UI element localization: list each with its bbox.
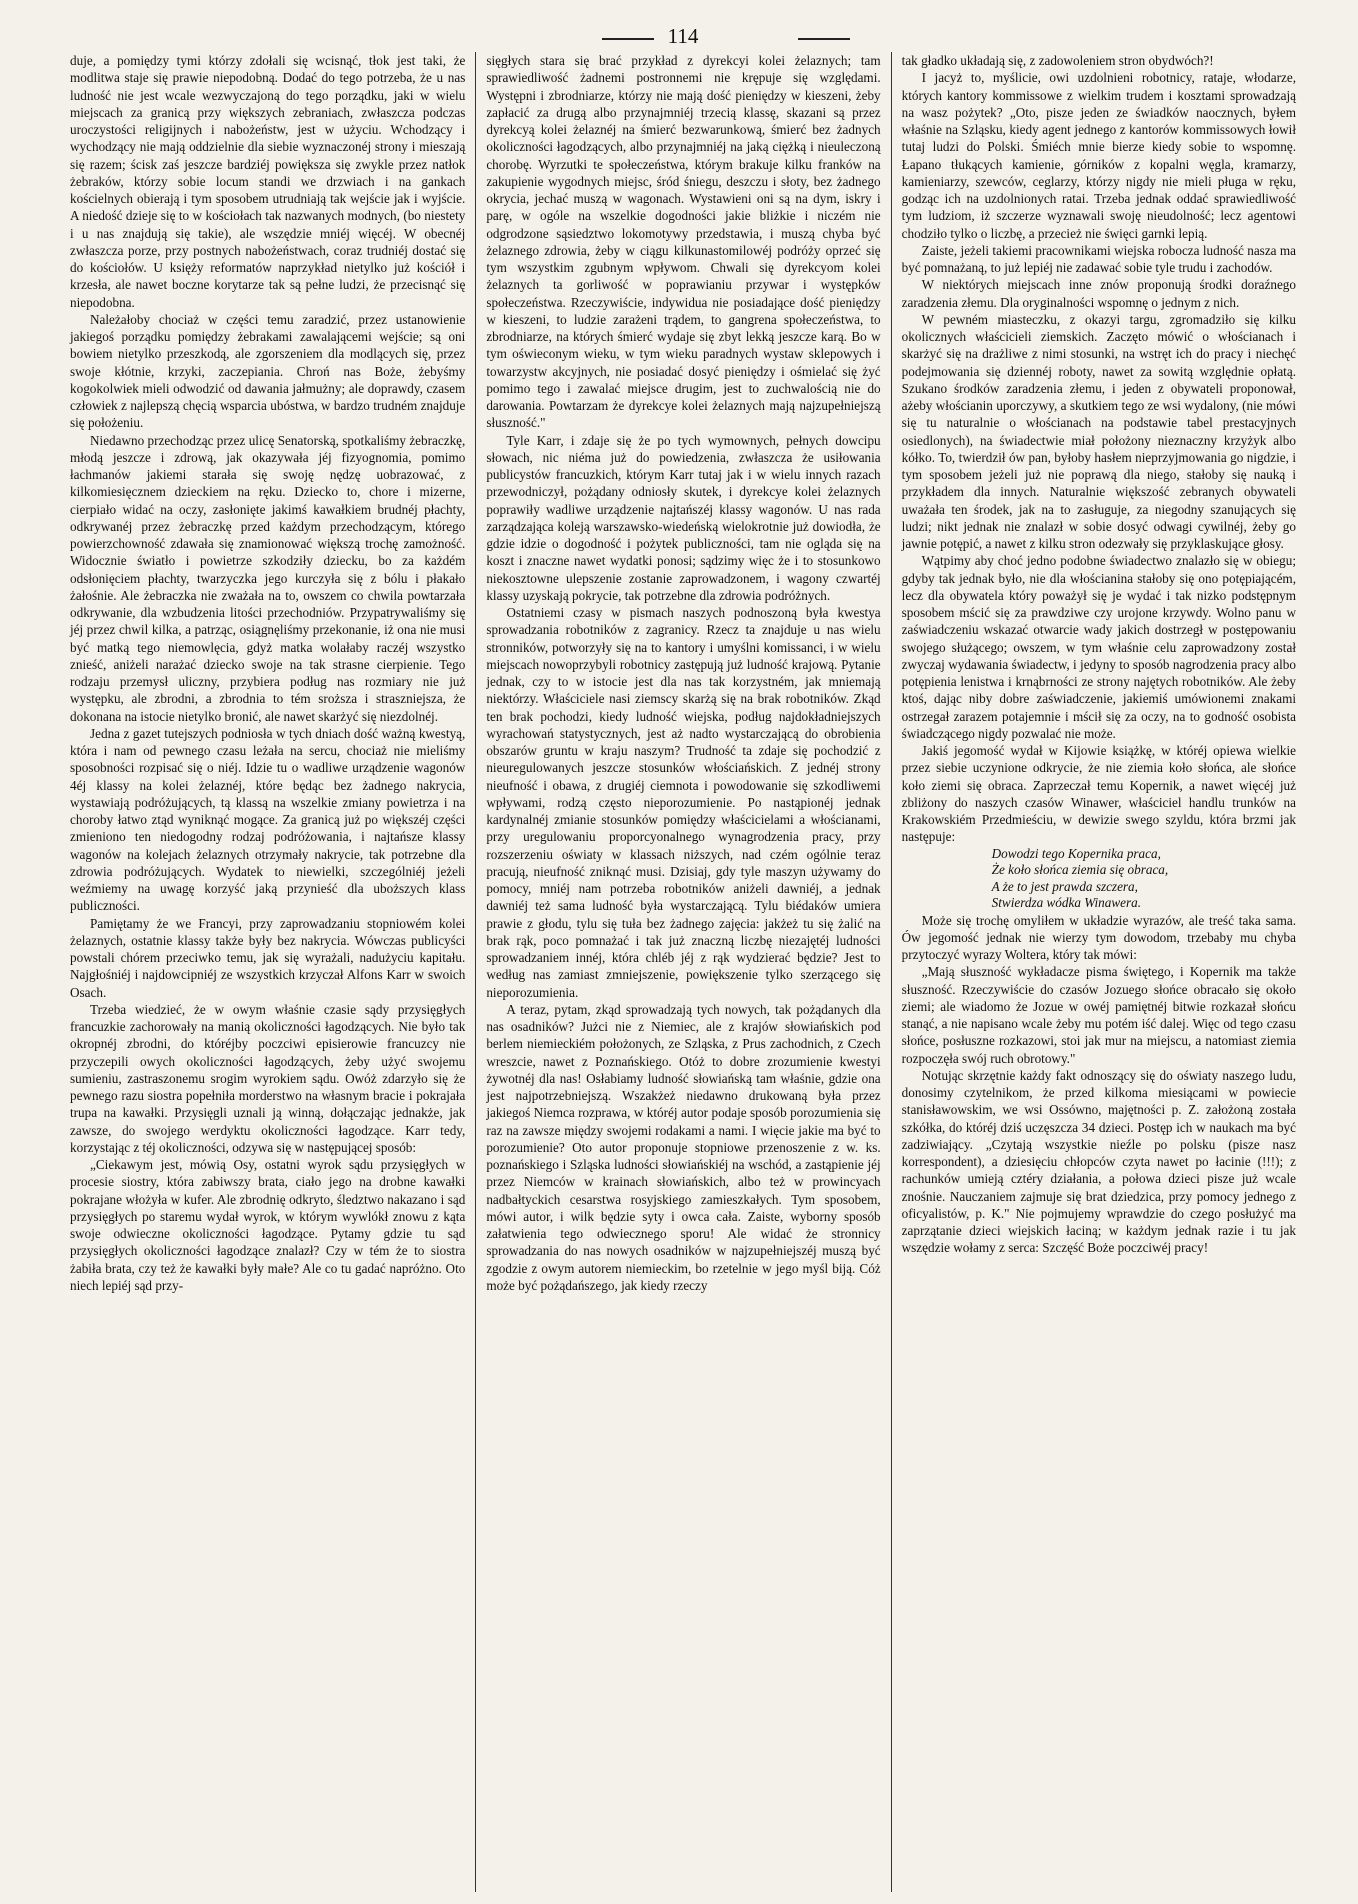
paragraph: Notując skrzętnie każdy fakt odnoszący się do oświaty naszego ludu, donosimy czytelnikom, że przed kilkoma miesiącami w powiecie stanisławowskim, we wsi Ossówno, majętności p. Z. założoną została szkółka, do któréj dziś uczęszcza 34 dzieci. Postęp ich w naukach ma być zadziwiający. „Czytają wszystkie nieźle po polsku (pisze nasz korrespondent), a dziesięciu chłopców czyta nawet po łacinie (!!!); z rachunków umieją cztéry działania, a połowa dzieci pisze już wcale znośnie. Nauczaniem zajmuje się brat dziedzica, przy pomocy jednego z oficyalistów, p. K." Nie pojmujemy wprawdzie do czego posłużyć ma zaprzątanie dzieci wiejskich łaciną; w każdym jednak razie i tu jak wszędzie wołamy z serca: Szczęść Boże poczciwéj pracy! <box>901 1067 1296 1256</box>
paragraph: Zaiste, jeżeli takiemi pracownikami wiejska robocza ludność nasza ma być pomnażaną, to już lepiéj nie zadawać sobie tyle trudu i zachodów. <box>901 242 1296 275</box>
paragraph: duje, a pomiędzy tymi którzy zdołali się wcisnąć, tłok jest taki, że modlitwa staje się prawie niepodobną. Dodać do tego potrzeba, że u nas ludność nie jest wcale wezwyczajoną do tego porządku, jaki w wielu miejscach za granicą przy większych zebraniach, zwłaszcza podczas uroczystości religijnych i nabożeństw, jest w użyciu. Wchodzący i wychodzący nie mają oddzielnie dla siebie wyznaczonéj strony i mieszają się razem; ścisk zaś jeszcze bardziéj powiększa się zwykle przez natłok żebraków, którzy sobie locum standi we drzwiach i na gankach kościelnych obierają i tym sposobem utrudniają tak wejście jak i wyjście. A niedość dzieje się to w kościołach tak nazwanych modnych, (bo niestety i u nas znajdują się takie), ale wszędzie mniéj więcéj. W obecnéj zwłaszcza porze, przy postnych nabożeństwach, coraz trudniéj dostać się do kościołów. U księży reformatów naprzykład nietylko już kościół i krzesła, ale nawet boczne korytarze tak są pełne ludzi, że przecisnąć się niepodobna. <box>70 53 466 310</box>
page-number: 114 <box>667 24 699 48</box>
page-header <box>60 16 1306 52</box>
verse-line: Dowodzi tego Kopernika praca, <box>991 845 1161 861</box>
paragraph: „Mają słuszność wykładacze pisma świętego, i Kopernik ma także słuszność. Rzeczywiście do czasów Jozuego słońce obracało się około ziemi; ale wiadomo że Jozue w owéj pamiętnéj bitwie rozkazał słońcu stanąć, a nie napisano wcale żeby mu potém iść dalej. Więc od tego czasu słońce, posłuszne rozkazowi, stoi jak mur na miejscu, a natomiast ziemia rozpoczęła swój ruch obrotowy." <box>901 964 1296 1066</box>
paragraph: tak gładko układają się, z zadowoleniem stron obydwóch?! <box>901 53 1214 68</box>
header-rule-right <box>798 38 850 40</box>
paragraph: Ostatniemi czasy w pismach naszych podnoszoną była kwestya sprowadzania robotników z zagranicy. Rzecz ta znajduje u nas wielu stronników, potworzyły się na to kantory i umyślni komissanci, i w wielu miejscach nowoprzybyli robotnicy zastępują już ludność krajową. Pytanie jednak, czy to w istocie jest dla nas tak korzystném, jak mniemają niektórzy. Właściciele nasi ziemscy skarżą się na brak robotników. Zkąd ten brak pochodzi, kiedy ludność wiejska, podług najdokładniejszych wyrachowań statystycznych, jest aż nadto wystarczającą do obrobienia obszarów gruntu w kraju naszym? Trudność ta zdaje się pochodzić z nieuregulowanych jeszcze stosunków włościańskich. Z jednéj strony nieufność i obawa, z drugiéj ciemnota i powodowanie się szkodliwemi wpływami, rodzą często nieporozumienie. Po nastąpionéj jednak kardynalnéj zmianie stosunków pomiędzy właścicielami a włościanami, przy uregulowaniu proporcyonalnego wynagrodzenia pracy, przy rozszerzeniu oświaty w klassach niższych, nad czém ogólnie teraz pracują, nieufność zniknąć musi. Dzisiaj, gdy tyle maszyn używamy do pomocy, mniéj nam potrzeba robotników aniżeli dawniéj, a jednak dawniéj też sama ludność była wystarczającą. Tylu biédaków umiera prawie z głodu, tylu się tuła bez żadnego zajęcia: jakżeż tu się żalić na brak rąk, poco pomnażać i tak już znaczną liczbę niezajętéj ludności sprowadzaniem innéj, która chléb jéj z rąk wydzierać będzie? Jest to według nas zamiast zmniejszenie, powiększenie tylko szerzącego się nieporozumienia. <box>486 605 881 1000</box>
verse-block <box>902 846 1296 912</box>
column-3 <box>891 52 1306 1892</box>
article-columns <box>60 52 1306 1892</box>
verse-line: Że koło słońca ziemia się obraca, <box>991 862 1169 877</box>
verse-line: A że to jest prawda szczera, <box>991 878 1138 894</box>
verse-line: Stwierdza wódka Winawera. <box>991 895 1141 910</box>
paragraph: Wątpimy aby choć jedno podobne świadectwo znalazło się w obiegu; gdyby tak jednak było, nie dla włościanina stałoby się ono potępiającém, lecz dla obywatela który poważył się je wydać i tak nizko podstępnym sposobem mścić się za prawdziwe czy urojone krzywdy. Wolno panu w zaświadczeniu wskazać otwarcie wady jakich dostrzegł w postępowaniu swojego służącego; owszem, w tym właśnie celu zaprowadzony został zwyczaj wydawania świadectw, i jedyny to sposób nagrodzenia pracy albo potępienia lenistwa i krnąbrności ze strony najętych robotników. Ale żeby ktoś, dając niby dobre zaświadczenie, jakiemiś umówionemi znakami ostrzegał zarazem potajemnie i mścił się za oczy, na to godność osobista świadczącego nigdy pozwalać nie może. <box>901 553 1296 741</box>
paragraph: „Ciekawym jest, mówią Osy, ostatni wyrok sądu przysięgłych w procesie siostry, która zabiwszy brata, ciało jego na drobne kawałki pokrajane włożyła w kufer. Ale zbrodnię odkryto, śledztwo nakazano i sąd przysięgłych po staremu wydał wyrok, w którym wywlókł znowu z kąta swoje odwieczne okoliczności łagodzące. Pytamy gdzie tu sąd przysięgłych okoliczności łagodzące znalazł? Czy w tém że to siostra żabiła brata, czy też że kawałki były małe? Ale co tu gadać napróżno. Oto niech lepiéj sąd przy- <box>70 1157 466 1293</box>
paragraph: A teraz, pytam, zkąd sprowadzają tych nowych, tak pożądanych dla nas osadników? Jużci nie z Niemiec, ale z krajów słowiańskich pod berlem niemieckiém położonych, ze Szląska, z Prus zachodnich, z Czech wreszcie, nawet z Poznańskiego. Otóż to dobre zrozumienie kwestyi żywotnéj dla nas! Osłabiamy ludność słowiańską tam właśnie, gdzie ona jest najpotrzebniejszą. Wszakżeż niedawno drukowaną była przez jakiegoś Niemca rozprawa, w któréj autor podaje sposób porozumienia się raz na zawsze między swojemi rodakami a nami. I więcie jakie ma być to porozumienie? Oto autor proponuje stopniowe przenoszenie z w. ks. poznańskiego i Szląska ludności słowiańskiéj na wschód, a zastąpienie jéj przez Niemców w krainach słowiańskich, albo też w prowincyach nadbałtyckich cesarstwa rosyjskiego zamieszkałych. Tym sposobem, mówi autor, i wilk będzie syty i owca cała. Zaiste, wyborny sposób załatwienia tego odwiecznego sporu! Ale widać że stronnicy sprowadzania do nas nowych osadników w najzupełniejszéj muszą być zgodzie z owym autorem niemieckim, bo rzetelnie w jego myśl biją. Cóż może być pożądańszego, jak kiedy rzeczy <box>486 1001 881 1293</box>
column-1 <box>60 52 475 1892</box>
paragraph: Jakiś jegomość wydał w Kijowie książkę, w któréj opiewa wielkie przez siebie uczynione odkrycie, że nie ziemia koło słońca, ale słońce koło ziemi się obraca. Zaprzeczał temu Kopernik, a nawet więcéj już zbliżony do naszych czasów Winawer, właściciel handlu trunków na Krakowskiém Przedmieściu, w dewizie swego szyldu, która brzmi jak następuje: <box>901 743 1296 845</box>
header-rule-left <box>602 38 654 40</box>
paragraph: Może się trochę omyliłem w układzie wyrazów, ale treść taka sama. Ów jegomość jednak nie wierzy tym dowodom, trzebaby mu chyba przytoczyć wyrazy Woltera, który tak mówi: <box>901 912 1296 962</box>
paragraph: Jedna z gazet tutejszych podniosła w tych dniach dość ważną kwestyą, która i nam od pewnego czasu leżała na sercu, chociaż nie mieliśmy sposobności rozpisać się o niéj. Idzie tu o wadliwe urządzenie wagonów 4éj klassy na kolei żelaznéj, które będąc bez żadnego nakrycia, wystawiają podróżujących, tą klassą na wszelkie zmiany powietrza i na choroby łatwo ztąd wyniknąć mogące. Za granicą już po większéj części zmieniono ten niedogodny rodzaj podróżowania, i najtańsze klassy wagonów na kolejach żelaznych otrzymały nakrycie, tak potrzebne dla zdrowia podróżujących. Wydatek to niewielki, szczególniéj jeżeli weźmiemy na uwagę korzyść jaką przynieść dla uboższych klass publiczności. <box>70 725 466 914</box>
paragraph: W pewném miasteczku, z okazyi targu, zgromadziło się kilku okolicznych właścicieli ziemskich. Zaczęto mówić o włościanach i skarżyć się na drażliwe z nimi stosunki, na wstręt ich do pracy i niechęć podejmowania się dziennéj roboty, nawet za sowitą względnie opłatą. Szukano środków zaradzenia złemu, i jeden z obywateli proponował, ażeby włościanin uporczywy, a skutkiem tego ze wsi wydalony, (nie mówi się tu naturalnie o włościanach na podstawie tabel prestacyjnych osiedlonych), na świadectwie miał położony nieznaczny krzyżyk albo kółko. To, twierdził ów pan, byłoby hasłem nieprzyjmowania go nigdzie, i tym sposobem jeżeli już nie poprawą dla niego, stałoby się nauką i przykładem dla innych. Naturalnie większość zebranych obywateli uważała ten środek, jak na to zasługuje, za niegodny szanujących się ludzi; nikt jednak nie znalazł w sobie dosyć odwagi cywilnéj, żeby go jawnie potępić, a nawet z kilku stron odezwały się przyklaskujące głosy. <box>901 311 1296 551</box>
column-2 <box>475 52 890 1892</box>
paragraph: Należałoby chociaż w części temu zaradzić, przez ustanowienie jakiegoś porządku pomiędzy żebrakami zawalającemi wejście; są oni bowiem nietylko przeszkodą, ale zgorszeniem dla modlących się, przez swoje kłótnie, krzyki, zaczepiania. Chroń nas Boże, żebyśmy kogokolwiek mieli odwodzić od dawania jałmużny; ale doprawdy, czasem człowiek z najlepszą chęcią wsparcia ubóstwa, w bardzo trudném znajduje się położeniu. <box>70 311 466 431</box>
paragraph: W niektórych miejscach inne znów proponują środki doraźnego zaradzenia złemu. Dla oryginalności wspomnę o jednym z nich. <box>901 277 1296 310</box>
paragraph: sięgłych stara się brać przykład z dyrekcyi kolei żelaznych; tam sprawiedliwość żadnemi postronnemi nie krępuje się względami. Występni i zbrodniarze, którzy nie mają dość pieniędzy w kieszeni, żeby zapłacić za drugą albo przynajmniéj trzecią klassę, skazani są przez dyrekcyą kolei żelaznéj na śmierć bezwarunkową, śmierć bez żadnych okoliczności łagodzących, albo przynajmniéj na jaką ciężką i nieuleczoną chorobę. Wyrzutki te społeczeństwa, którym brakuje kilku franków na zakupienie wygodnych miejsc, śród śniegu, deszczu i słoty, bez żadnego okrycia, jechać muszą w wagonach. Wystawieni oni są na dym, iskry i parę, w ogóle na wszelkie dogodności jakie bliżkie i niczém nie odgrodzone sąsiedztwo lokomotywy przedstawia, i muszą chyba być żelaznego zdrowia, żeby w ciągu kilkunastomilowéj podróży oprzeć się tym wszystkim zgubnym wpływom. Chwali się dyrekcyom kolei żelaznych ta gorliwość w poprawianiu przywar i występków społeczeństwa. Rzeczywiście, indywidua nie posiadające dość pieniędzy w kieszeni, to ludzie zarażeni trądem, to gangrena społeczeństwa, to zbrodniarze, na których śmierć wydaje się zbyt lekką jeszcze karą. Bo w tym oświeconym wieku, w tym wieku paradnych wystaw sklepowych i towarzystw akcyjnych, nie posiadać dosyć pieniędzy i ośmielać się żyć pomimo tego i zawalać miejsce drugim, jest to zuchwalością nie do darowania. Powtarzam że dyrekcye kolei żelaznych mają najzupełniejszą słuszność." <box>486 53 881 431</box>
paragraph: Pamiętamy że we Francyi, przy zaprowadzaniu stopniowém kolei żelaznych, ostatnie klassy także były bez nakrycia. Wówczas publicyści powstali chórem przeciwko temu, jak się wyrażali, nadużyciu kapitału. Najgłośniéj i najdowcipniéj ze wszystkich krzyczał Alfons Karr w swoich Osach. <box>70 915 466 1000</box>
paragraph: Tyle Karr, i zdaje się że po tych wymownych, pełnych dowcipu słowach, nic niéma już do powiedzenia, zwłaszcza że usiłowania publicystów francuzkich, którym Karr tutaj jak i w wielu innych razach przewodniczył, pożądany odniosły skutek, i dyrekcye kolei żelaznych poprawiły wadliwe urządzenie najtańszéj klassy wagonów. U nas rada zarządzająca koleją warszawsko-wiedeńską wielokrotnie już dowiodła, że gdzie idzie o dogodność i pożytek publiczności, tam nie ogląda się na koszt i znaczne nawet wydatki ponosi; sądzimy więc że i to stosunkowo niekosztowne ulepszenie zostanie zaprowadzonem, i wagony czwartéj klassy uzyskają pokrycie, tak potrzebne dla zdrowia podróżnych. <box>486 432 881 603</box>
paragraph: Niedawno przechodząc przez ulicę Senatorską, spotkaliśmy żebraczkę, młodą jeszcze i zdrową, jak okazywała jéj fizyognomia, pomimo łachmanów jakiemi starała się swoję nędzę uobrazować, z kilkomiesięcznem dzieckiem na ręku. Dziecko to, chore i mizerne, cierpiało widać na oczy, zasłonięte jakimś kawałkiem brudnéj płachty, odkrywanéj przez żebraczkę przed każdym przechodzącym, którego powierzchowność zdawała się znamionować większą trochę zamożność. Widocznie światło i powietrze szkodziły dziecku, bo za każdém odsłonięciem płachty, twarzyczka jego kurczyła się z bólu i płakało żałośnie. Ale żebraczka nie zważała na to, owszem co chwila powtarzała odkrywanie, dla wzbudzenia litości przechodniów. Przypatrywaliśmy się jéj przez chwil kilka, a patrząc, osiągnęliśmy przekonanie, iż ona nie musi być matką tego niemowlęcia, gdyż matka wolałaby raczéj wszystko znieść, aniżeli narażać dziecko swoje na tak strasne cierpienie. Tego rodzaju przemysł uliczny, przybiera podług nas rozmiary nie już występku, ale zbrodni, a zbrodnia to tém sroższa i straszniejsza, że dokonana na istocie nietylko bronić, ale nawet skarżyć się niezdolnéj. <box>70 432 466 724</box>
paragraph: I jacyż to, myślicie, owi uzdolnieni robotnicy, rataje, włodarze, których kantory kommissowe z wielkim trudem i kosztami sprowadzają na wasz pożytek? „Oto, pisze jeden ze świadków naocznych, byłem właśnie na Szląsku, kiedy agent jednego z kantorów kommissowych łowił tutaj ludzi do Polski. Śmiéch mnie bierze kiedy sobie to wspomnę. Łapano tłukących kamienie, górników z kopalni węgla, kramarzy, kamieniarzy, szewców, ceglarzy, którzy nigdy nie mieli pługa w ręku, godząc ich na uzdolnionych ratai. Trzeba jednak oddać sprawiedliwość tym ludziom, iż szczerze wyznawali swoję nieudolność; lecz agentowi chodziło tylko o liczbę, a przecież nie święci garnki lepią. <box>901 70 1296 241</box>
paragraph: Trzeba wiedzieć, że w owym właśnie czasie sądy przysięgłych francuzkie zachorowały na manią okoliczności łagodzących. Nie było tak okropnéj zbrodni, do któréjby poczciwi episierowie francuzcy nie przyczepili owych okoliczności łagodzących, żeby użyć swojemu sumieniu, zastraszonemu srogim wyrokiem sądu. Owóż zdarzyło się że pewnego razu siostra popełniła morderstwo na własnym bracie i pokrajała trupa na kawałki. Przysięgli uznali ją winną, dołączając jednakże, jak zawsze, do swojego werdyktu okoliczności łagodzące. Karr tedy, korzystając z téj okoliczności, odzywa się w następującej sposób: <box>70 1001 466 1155</box>
